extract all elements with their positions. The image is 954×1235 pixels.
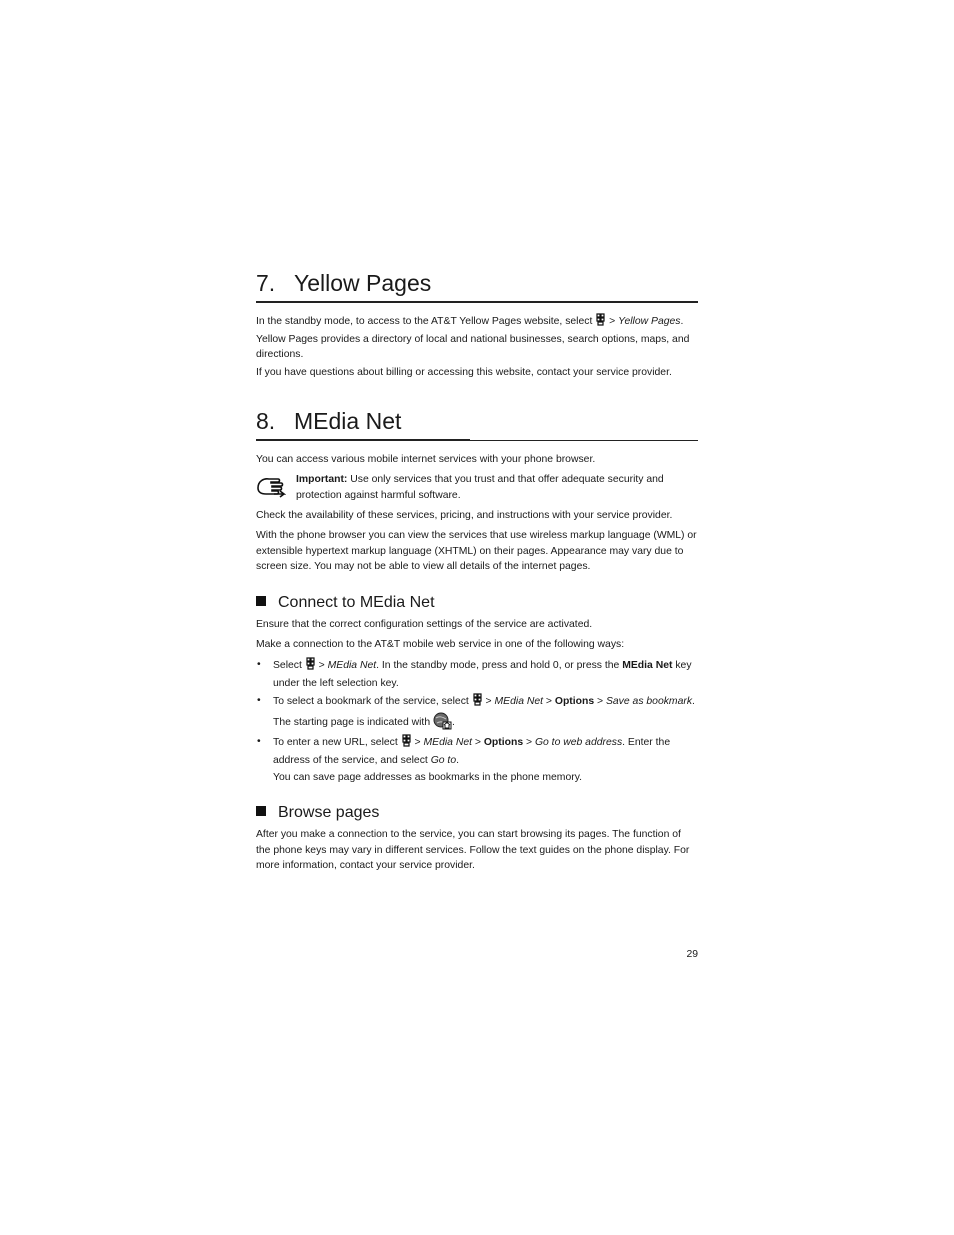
important-hand-icon (256, 476, 292, 500)
chapter-7-paragraph-2: If you have questions about billing or accessing this website, contact your service provider. (256, 367, 672, 378)
chapter-8-paragraph-3: With the phone browser you can view the services that use wireless markup language (WML) or extensible hypertext markup language (XHTML) on their pages. Appearance may vary due to screen size. You may not be able to view all details of the internet pages. (256, 530, 697, 572)
chapter-8-paragraph-2: Check the availability of these services, pricing, and instructions with your service provider. (256, 510, 673, 521)
menu-key-icon (401, 734, 412, 753)
chapter-7-paragraph-1 (256, 313, 698, 363)
text-run: > (606, 316, 619, 327)
chapter-8-paragraph-1: You can access various mobile internet services with your phone browser. (256, 454, 596, 465)
text-run: . In the standby mode, press and hold (376, 660, 553, 671)
text-run: . (456, 754, 459, 766)
chapter-7-rule (256, 302, 698, 303)
bullet-icon: • (257, 695, 261, 706)
bullet-icon: • (257, 659, 261, 670)
bullet-2-sub (273, 712, 698, 736)
important-text: Use only services that you trust and that offer adequate security and protection against harmful software. (296, 474, 664, 501)
chapter-8-rule (256, 440, 698, 441)
text-run: , or press the (558, 660, 623, 671)
bullet-icon: • (257, 736, 261, 747)
menu-path-go-to: Go to (430, 754, 457, 766)
chapter-7-rule-bar (256, 301, 698, 303)
text-run: . Enter the address of the service, and select (273, 737, 671, 766)
menu-path-media-net: MEdia Net (327, 660, 377, 671)
text-run: > (594, 696, 606, 707)
text-run: . Yellow Pages provides a directory of local and national businesses, search options, maps, and directions. (256, 316, 690, 360)
connect-paragraph-1: Ensure that the correct configuration settings of the service are activated. (256, 619, 593, 630)
browse-paragraph-1: After you make a connection to the service, you can start browsing its pages. The function of the phone keys may vary in different services. Follow the text guides on the phone display. For more information, contact your service provider. (256, 829, 690, 871)
section-square-icon (256, 596, 266, 606)
list-item (256, 693, 698, 712)
list-item-text (256, 657, 698, 691)
section-title: Connect to MEdia Net (278, 594, 435, 611)
text-run: > (543, 696, 555, 707)
chapter-number: 8. (256, 408, 276, 434)
menu-key-icon (595, 313, 606, 332)
list-item (256, 734, 698, 768)
chapter-8-rule-bar (256, 439, 470, 441)
menu-options: Options (554, 696, 595, 707)
text-run: The starting page is indicated with (273, 717, 431, 728)
section-title: Browse pages (278, 804, 380, 821)
text-run: . (692, 696, 695, 707)
connect-paragraph-2: Make a connection to the AT&T mobile web service in one of the following ways: (256, 639, 625, 650)
softkey-media-net: MEdia Net (622, 660, 673, 671)
chapter-number: 7. (256, 270, 276, 296)
key-zero: 0 (552, 660, 559, 671)
text-run: > (411, 737, 424, 748)
menu-path-media-net: MEdia Net (423, 737, 472, 748)
text-run: In the standby mode, to access to the AT&T Yellow Pages website, select (256, 316, 593, 327)
menu-key-icon (305, 657, 316, 676)
text-run: > (315, 660, 328, 671)
chapter-title: MEdia Net (294, 408, 402, 434)
text-run: To enter a new URL, select (273, 737, 398, 748)
list-item-text (256, 693, 698, 712)
list-item (256, 657, 698, 691)
section-square-icon (256, 806, 266, 816)
text-run: To select a bookmark of the service, select (273, 696, 469, 707)
section-heading-browse (256, 804, 379, 822)
list-item-text (256, 734, 698, 768)
text-run: Select (273, 660, 302, 671)
important-note (296, 472, 698, 503)
start-page-globe-icon (433, 712, 452, 736)
menu-options: Options (483, 737, 524, 748)
text-run: > (482, 696, 495, 707)
menu-key-icon (472, 693, 483, 712)
text-run: > (472, 737, 484, 748)
chapter-7-heading (256, 270, 698, 297)
chapter-title: Yellow Pages (294, 270, 432, 296)
text-run: key under the left selection key. (273, 660, 692, 689)
menu-path-save-as-bookmark: Save as bookmark (605, 696, 693, 707)
bullet-3-sub: You can save page addresses as bookmarks in the phone memory. (273, 772, 583, 783)
menu-path-go-to-web-address: Go to web address (534, 737, 623, 748)
page-number: 29 (686, 949, 698, 960)
text-run: > (523, 737, 535, 748)
menu-path-yellow-pages: Yellow Pages (618, 316, 681, 327)
chapter-8-heading (256, 408, 698, 435)
text-run: . (452, 717, 455, 728)
menu-path-media-net: MEdia Net (494, 696, 544, 707)
important-label: Important: (296, 474, 348, 485)
section-heading-connect (256, 594, 435, 612)
